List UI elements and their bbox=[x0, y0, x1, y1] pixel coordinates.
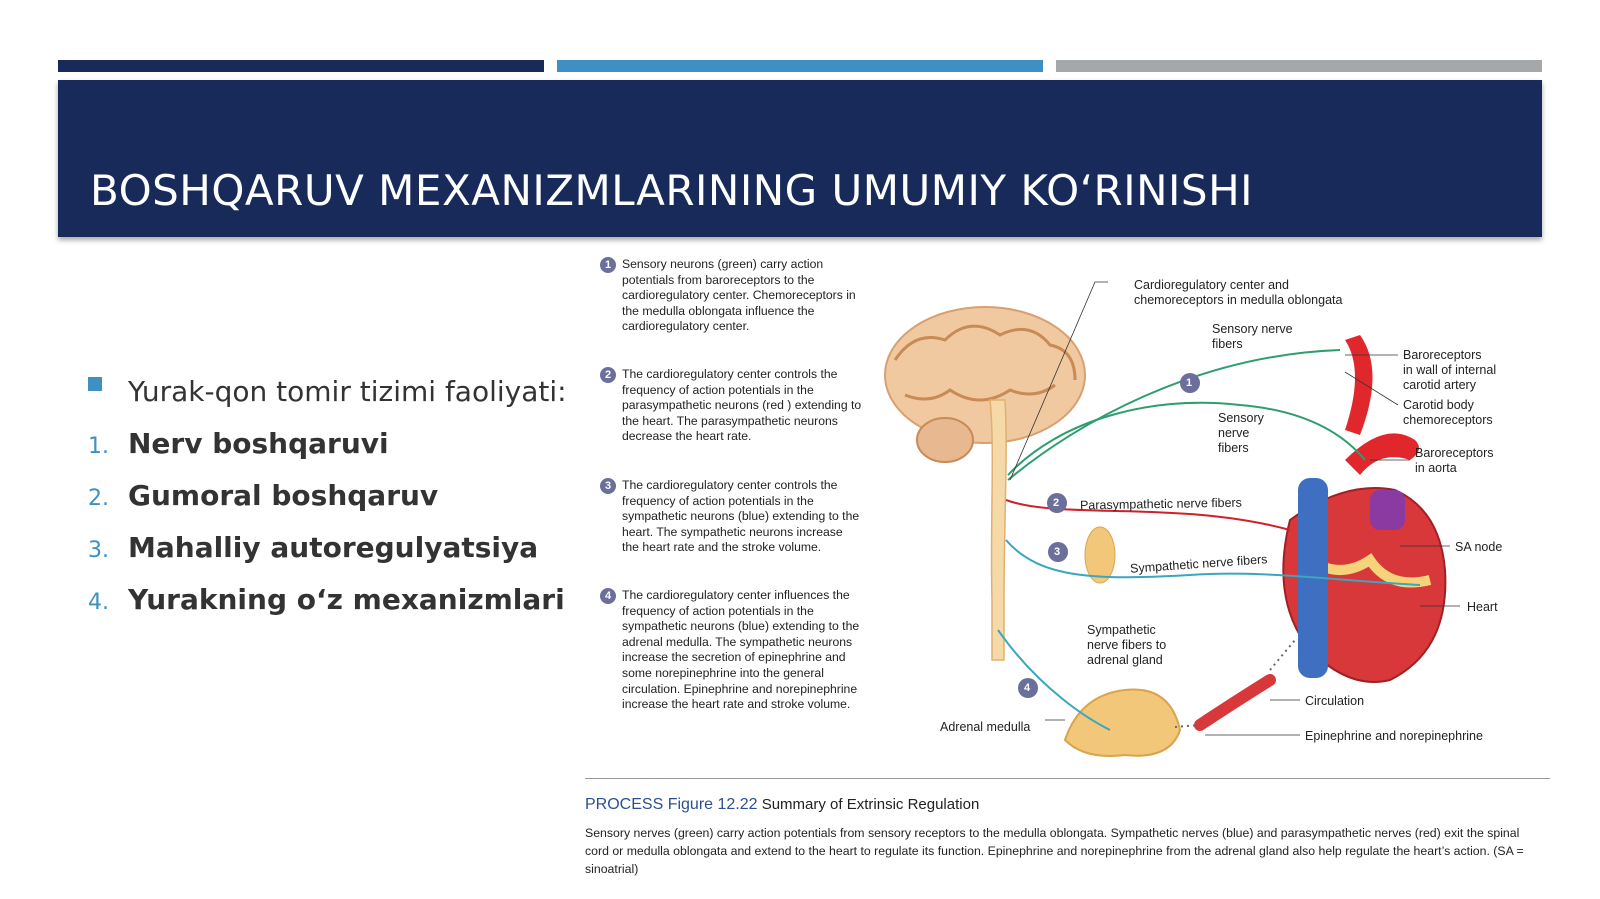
step-4-number: 4 bbox=[1024, 682, 1031, 694]
label-baroreceptors-aorta: Baroreceptors in aorta bbox=[1415, 446, 1494, 475]
caption-title: Summary of Extrinsic Regulation bbox=[761, 796, 980, 813]
bullet-intro: Yurak-qon tomir tizimi faoliyati: bbox=[128, 375, 567, 408]
list-number: 3. bbox=[88, 538, 109, 563]
adrenal-gland bbox=[1065, 690, 1180, 757]
step-2-number: 2 bbox=[1053, 497, 1060, 509]
list-item-text: Nerv boshqaruvi bbox=[128, 427, 389, 460]
square-bullet-icon bbox=[88, 382, 128, 407]
step-text: The cardioregulatory center controls the frequency of action potentials in the sympathetic neurons (blue) extending to the heart. The sympathetic neurons increase the heart rate and the stroke volume. bbox=[622, 478, 860, 555]
step-text: The cardioregulatory center controls the frequency of action potentials in the parasympathetic neurons (red ) extending to the heart. The parasympathetic neurons decrease the heart rate. bbox=[622, 367, 862, 444]
page-title: BOSHQARUV MEXANIZMLARINING UMUMIY KO‘RINISHI bbox=[90, 166, 1254, 215]
step-3-number: 3 bbox=[1054, 546, 1061, 558]
list-item bbox=[88, 479, 578, 531]
label-sensory-lower: Sensory nerve fibers bbox=[1218, 411, 1264, 455]
spinal-cord bbox=[990, 400, 1006, 660]
list-item-text: Mahalliy autoregulyatsiya bbox=[128, 531, 539, 564]
step-text: The cardioregulatory center influences the frequency of action potentials in the sympathetic neurons (blue) extending to the adrenal medulla. The sympathetic neurons increase the secretion of epinephrine and some norepinephrine into the general circulation. Epinephrine and norepinephrine increase the heart rate and stroke volume. bbox=[622, 588, 860, 712]
list-number: 1. bbox=[88, 434, 109, 459]
step-number: 2 bbox=[600, 367, 616, 383]
cerebellum bbox=[917, 418, 973, 462]
title-banner bbox=[58, 80, 1542, 237]
list-number: 4. bbox=[88, 590, 109, 615]
label-parasympathetic: Parasympathetic nerve fibers bbox=[1079, 495, 1242, 513]
accent-bar-navy bbox=[58, 60, 544, 72]
label-sa-node: SA node bbox=[1455, 540, 1503, 554]
step-1 bbox=[604, 257, 862, 335]
step-3 bbox=[604, 478, 862, 556]
caption-process-label: PROCESS Figure 12.22 bbox=[585, 796, 758, 813]
label-adrenal-medulla: Adrenal medulla bbox=[940, 720, 1031, 734]
caption-divider bbox=[585, 778, 1550, 779]
list-item-text: Gumoral boshqaruv bbox=[128, 479, 439, 512]
list-item bbox=[88, 375, 578, 427]
figure-caption-heading bbox=[585, 796, 979, 814]
label-sensory-upper: Sensory nerve fibers bbox=[1212, 322, 1293, 351]
list-item-text: Yurakning o‘z mexanizmlari bbox=[128, 583, 565, 616]
carotid-artery bbox=[1345, 335, 1373, 435]
label-carotid-body: Carotid body chemoreceptors bbox=[1403, 398, 1493, 427]
step-number: 4 bbox=[600, 588, 616, 604]
circulation-vessel bbox=[1200, 680, 1270, 725]
step-number: 3 bbox=[600, 478, 616, 494]
label-sympathetic-adrenal: Sympathetic nerve fibers to adrenal gland bbox=[1087, 623, 1167, 667]
sympathetic-ganglion bbox=[1085, 527, 1115, 583]
accent-bar-gray bbox=[1056, 60, 1542, 72]
pulmonary-artery bbox=[1370, 490, 1405, 530]
label-sympathetic: Sympathetic nerve fibers bbox=[1129, 552, 1268, 576]
label-cardio-center: Cardioregulatory center and chemoreceptors in medulla oblongata bbox=[1134, 278, 1343, 307]
step-number: 1 bbox=[600, 257, 616, 273]
step-4 bbox=[604, 588, 862, 713]
accent-bar-blue bbox=[557, 60, 1043, 72]
step-1-number: 1 bbox=[1186, 377, 1193, 389]
step-2 bbox=[604, 367, 862, 445]
aortic-arch bbox=[1345, 433, 1419, 475]
bullet-list bbox=[88, 375, 578, 635]
list-number: 2. bbox=[88, 486, 109, 511]
list-item bbox=[88, 583, 578, 635]
label-epinephrine: Epinephrine and norepinephrine bbox=[1305, 729, 1483, 743]
figure-caption-text: Sensory nerves (green) carry action potentials from sensory receptors to the medulla oblongata. Sympathetic nerves (blue) and parasympathetic nerves (red) exit the spinal cord or medulla oblongata and extend to the heart to regulate its function. Epinephrine and norepinephrine from the adrenal gland also help regulate the heart’s action. (SA = sinoatrial) bbox=[585, 826, 1524, 876]
step-text: Sensory neurons (green) carry action potentials from baroreceptors to the cardioregulatory center. Chemoreceptors in the medulla oblongata influence the cardioregulatory center. bbox=[622, 257, 856, 334]
label-circulation: Circulation bbox=[1305, 694, 1365, 708]
list-item bbox=[88, 427, 578, 479]
circulation-dots bbox=[1270, 640, 1295, 670]
list-item bbox=[88, 531, 578, 583]
label-baroreceptors-carotid: Baroreceptors in wall of internal carotid artery bbox=[1403, 348, 1497, 392]
label-heart: Heart bbox=[1467, 600, 1498, 614]
